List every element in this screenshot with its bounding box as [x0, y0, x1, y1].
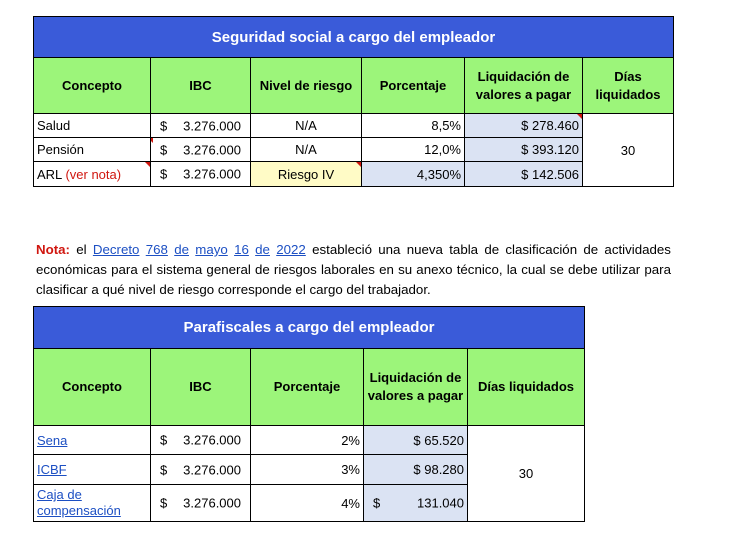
cell-ibc — [151, 485, 251, 522]
ibc-amount: 3.276.000 — [183, 142, 241, 157]
cell-dias: 30 — [468, 426, 585, 522]
cell-riesgo: N/A — [251, 114, 362, 138]
cell-riesgo: N/A — [251, 138, 362, 162]
decreto-link-4[interactable]: mayo — [195, 242, 228, 257]
table-row — [34, 138, 674, 162]
cell-concepto — [34, 455, 151, 485]
caja-compensacion-link[interactable]: Caja de compensación — [37, 487, 121, 518]
sena-link[interactable]: Sena — [37, 432, 68, 448]
comment-marker-icon[interactable] — [356, 162, 361, 167]
header-ibc: IBC — [151, 58, 251, 114]
cell-porcentaje: 4,350% — [362, 162, 465, 187]
riesgo-value: Riesgo IV — [277, 166, 335, 182]
cell-porcentaje: 3% — [251, 455, 364, 485]
cell-concepto: Pensión — [34, 138, 151, 162]
header-concepto: Concepto — [34, 58, 151, 114]
comment-marker-icon[interactable] — [151, 138, 154, 143]
nota-label: Nota: — [36, 242, 70, 257]
cell-riesgo — [251, 162, 362, 187]
ibc-amount: 3.276.000 — [183, 118, 241, 133]
cell-liquidacion — [364, 485, 468, 522]
header-dias: Días liquidados — [468, 349, 585, 426]
seguridad-social-table — [33, 16, 674, 187]
currency-symbol: $ — [160, 432, 168, 448]
currency-symbol: $ — [160, 166, 168, 182]
parafiscales-title: Parafiscales a cargo del empleador — [34, 307, 585, 349]
cell-liquidacion: $ 393.120 — [465, 138, 583, 162]
liquidacion-amount: 131.040 — [417, 495, 464, 511]
cell-concepto — [34, 426, 151, 455]
concepto-label: ARL — [37, 166, 62, 182]
ibc-amount: 3.276.000 — [183, 166, 241, 182]
decreto-link-2[interactable]: 768 — [145, 242, 168, 257]
currency-symbol: $ — [160, 462, 168, 477]
header-porcentaje: Porcentaje — [362, 58, 465, 114]
cell-ibc — [151, 114, 251, 138]
cell-concepto — [34, 485, 151, 522]
currency-symbol: $ — [373, 495, 381, 511]
cell-liquidacion — [465, 114, 583, 138]
table-row — [34, 162, 674, 187]
cell-concepto — [34, 162, 151, 187]
nota-paragraph — [36, 240, 671, 300]
cell-liquidacion: $ 65.520 — [364, 426, 468, 455]
cell-porcentaje: 4% — [251, 485, 364, 522]
seguridad-title: Seguridad social a cargo del empleador — [34, 17, 674, 58]
nota-text: estableció una nueva tabla de clasificación de actividades económicas para el sistema general de riesgos laborales en su anexo técnico, la cual se debe utilizar para clasificar a qué nivel de riesgo corresponde el cargo del trabajador. — [36, 242, 671, 297]
header-nivel-riesgo: Nivel de riesgo — [251, 58, 362, 114]
header-porcentaje: Porcentaje — [251, 349, 364, 426]
ibc-amount: 3.276.000 — [183, 432, 241, 448]
decreto-link-5[interactable]: 16 — [234, 242, 249, 257]
decreto-link-3[interactable]: de — [174, 242, 189, 257]
ver-nota-link[interactable]: (ver nota) — [65, 166, 122, 182]
nota-pre: el — [69, 242, 93, 257]
currency-symbol: $ — [160, 118, 168, 133]
header-concepto: Concepto — [34, 349, 151, 426]
icbf-link[interactable]: ICBF — [37, 462, 67, 477]
cell-liquidacion: $ 98.280 — [364, 455, 468, 485]
header-liquidacion: Liquidación de valores a pagar — [364, 349, 468, 426]
comment-marker-icon[interactable] — [145, 162, 150, 167]
cell-ibc — [151, 455, 251, 485]
header-dias: Días liquidados — [583, 58, 674, 114]
liquidacion-amount: $ 278.460 — [521, 118, 579, 133]
ibc-amount: 3.276.000 — [183, 462, 241, 477]
cell-ibc — [151, 162, 251, 187]
decreto-link-1[interactable]: Decreto — [92, 242, 140, 257]
table-row — [34, 426, 585, 455]
cell-porcentaje: 12,0% — [362, 138, 465, 162]
ibc-amount: 3.276.000 — [183, 495, 241, 511]
cell-ibc — [151, 138, 251, 162]
comment-marker-icon[interactable] — [577, 114, 582, 119]
cell-concepto: Salud — [34, 114, 151, 138]
decreto-link-6[interactable]: de — [255, 242, 270, 257]
parafiscales-table — [33, 306, 585, 522]
table-row — [34, 114, 674, 138]
header-liquidacion: Liquidación de valores a pagar — [465, 58, 583, 114]
cell-ibc — [151, 426, 251, 455]
cell-porcentaje: 2% — [251, 426, 364, 455]
currency-symbol: $ — [160, 495, 168, 511]
header-ibc: IBC — [151, 349, 251, 426]
cell-dias: 30 — [583, 114, 674, 187]
decreto-link-7[interactable]: 2022 — [276, 242, 306, 257]
cell-liquidacion: $ 142.506 — [465, 162, 583, 187]
currency-symbol: $ — [160, 142, 168, 157]
cell-porcentaje: 8,5% — [362, 114, 465, 138]
